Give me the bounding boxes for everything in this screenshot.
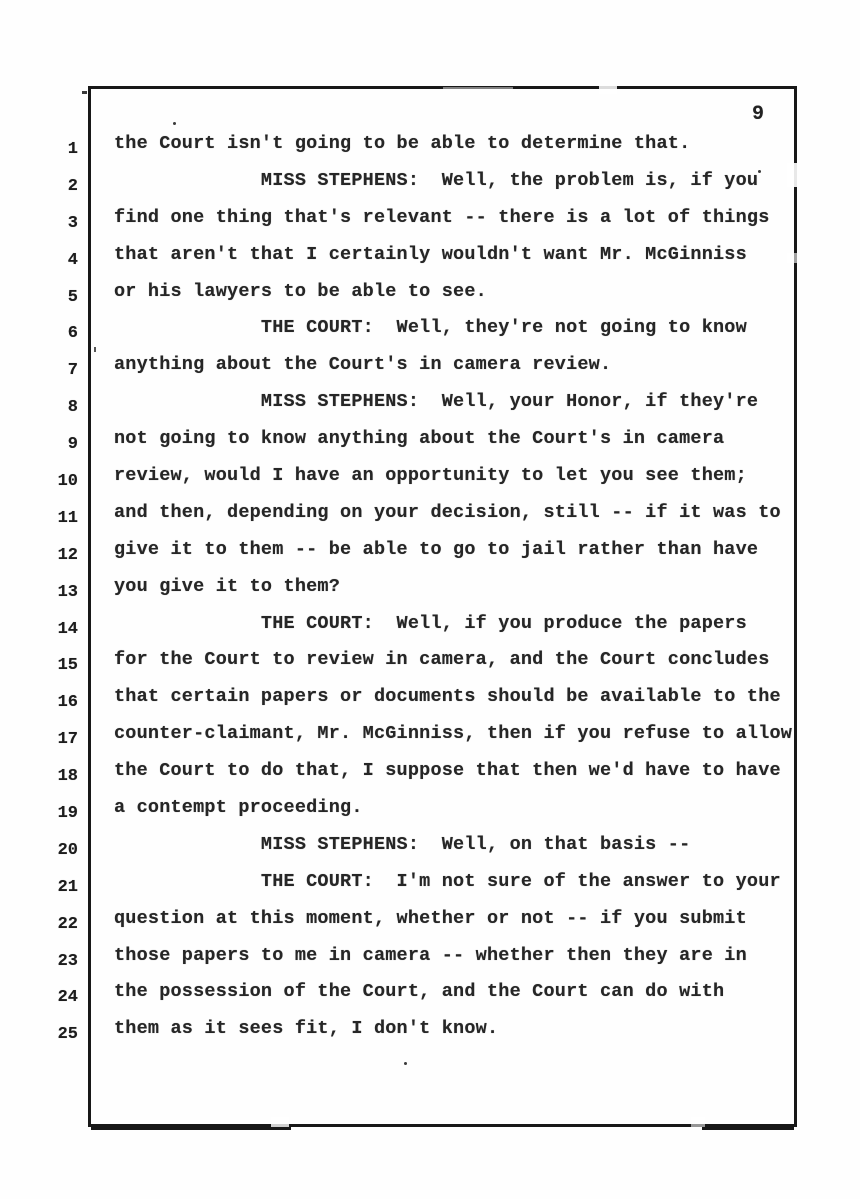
line-number-column <box>44 140 78 1062</box>
line-number: 24 <box>57 988 78 1008</box>
line-number: 22 <box>57 914 78 934</box>
transcript-line: a contempt proceeding. <box>114 797 363 819</box>
line-number: 21 <box>57 877 78 897</box>
transcript-line: the possession of the Court, and the Court can do with <box>114 981 725 1003</box>
transcript-line: THE COURT: Well, they're not going to know <box>114 317 747 339</box>
line-number: 14 <box>57 619 78 639</box>
line-number: 13 <box>57 582 78 602</box>
transcript-line: for the Court to review in camera, and the Court concludes <box>114 649 770 671</box>
transcript-line: or his lawyers to be able to see. <box>114 280 487 302</box>
line-number: 16 <box>57 693 78 713</box>
transcript-line: give it to them -- be able to go to jail rather than have <box>114 538 759 560</box>
transcript-line: MISS STEPHENS: Well, the problem is, if you <box>114 169 759 191</box>
line-number: 18 <box>57 767 78 787</box>
line-number: 20 <box>57 840 78 860</box>
page-number: 9 <box>752 103 765 126</box>
line-number: 17 <box>57 730 78 750</box>
border-stroke <box>702 1127 794 1130</box>
transcript-line: those papers to me in camera -- whether then they are in <box>114 944 747 966</box>
line-number: 15 <box>57 656 78 676</box>
transcript-line: the Court isn't going to be able to determine that. <box>114 133 691 154</box>
line-number: 9 <box>67 435 78 455</box>
border-gap <box>691 1117 705 1127</box>
ink-speck <box>82 91 87 94</box>
transcript-line: not going to know anything about the Court's in camera <box>114 428 725 450</box>
border-gap <box>271 1117 289 1127</box>
ink-speck <box>404 1062 407 1065</box>
transcript-text <box>114 133 814 1055</box>
transcript-line: that aren't that I certainly wouldn't want Mr. McGinniss <box>114 243 747 265</box>
line-number: 23 <box>57 951 78 971</box>
border-gap <box>443 87 513 90</box>
transcript-line: that certain papers or documents should be available to the <box>114 686 781 708</box>
transcript-line: MISS STEPHENS: Well, your Honor, if they're <box>114 391 759 413</box>
line-number: 2 <box>67 176 78 196</box>
line-number: 3 <box>67 213 78 233</box>
border-stroke <box>91 1127 291 1130</box>
ink-speck <box>94 347 96 352</box>
line-number: 5 <box>67 287 78 307</box>
line-number: 19 <box>57 804 78 824</box>
line-number: 10 <box>57 472 78 492</box>
line-number: 8 <box>67 398 78 418</box>
transcript-line: THE COURT: Well, if you produce the papers <box>114 612 747 634</box>
transcript-line: review, would I have an opportunity to let you see them; <box>114 465 747 487</box>
line-number: 11 <box>57 508 78 528</box>
transcript-line: counter-claimant, Mr. McGinniss, then if you refuse to allow <box>114 723 793 745</box>
line-number: 25 <box>57 1025 78 1045</box>
ink-speck <box>758 170 761 173</box>
transcript-line: find one thing that's relevant -- there is a lot of things <box>114 206 770 228</box>
transcript-line: you give it to them? <box>114 575 341 597</box>
transcript-line: anything about the Court's in camera review. <box>114 354 612 376</box>
ink-speck <box>173 122 176 125</box>
transcript-line: the Court to do that, I suppose that then we'd have to have <box>114 760 781 782</box>
line-number: 4 <box>67 250 78 270</box>
line-number: 6 <box>67 324 78 344</box>
transcript-line: THE COURT: I'm not sure of the answer to your <box>114 870 781 892</box>
transcript-line: MISS STEPHENS: Well, on that basis -- <box>114 833 691 855</box>
line-number: 12 <box>57 545 78 565</box>
line-number: 7 <box>67 361 78 381</box>
border-gap <box>599 86 617 94</box>
transcript-line: them as it sees fit, I don't know. <box>114 1018 499 1040</box>
line-number: 1 <box>67 140 78 159</box>
transcript-line: question at this moment, whether or not -- if you submit <box>114 907 747 929</box>
transcript-line: and then, depending on your decision, still -- if it was to <box>114 501 781 523</box>
